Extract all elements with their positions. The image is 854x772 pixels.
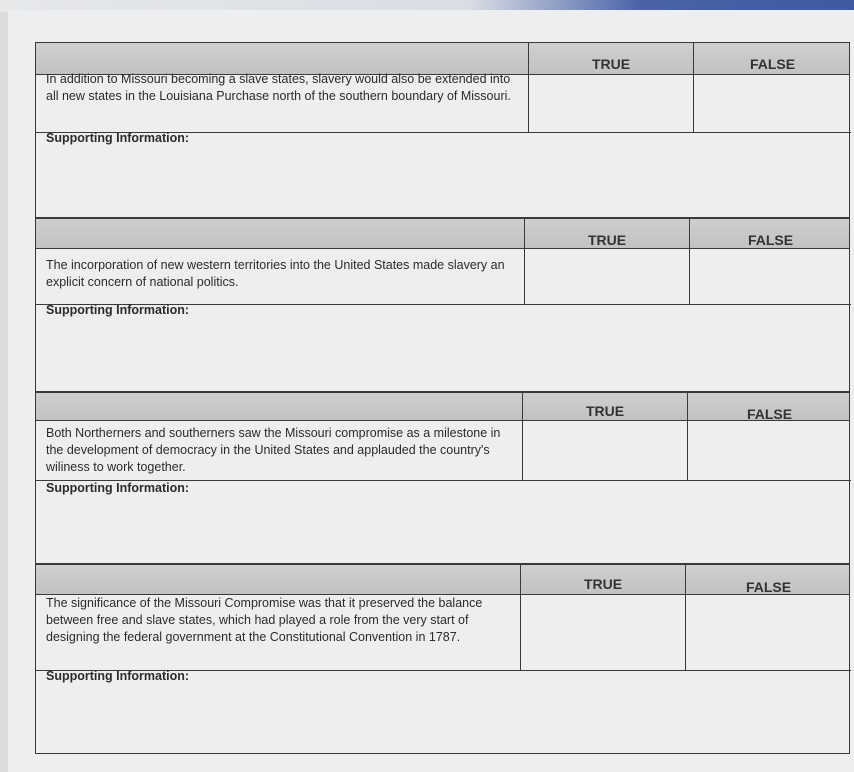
answer-header-row bbox=[36, 219, 849, 249]
statement-text: In addition to Missouri becoming a slave states, slavery would also be extended into all new states in the Louisiana Purchase north of the southern boundary of Missouri. bbox=[36, 67, 528, 133]
true-column-header: TRUE bbox=[520, 565, 685, 595]
statement-text: The significance of the Missouri Compromise was that it preserved the balance between free and slave states, which had played a role from the very start of designing the federal government at the Constitutional Convention in 1787. bbox=[36, 589, 520, 671]
question-block-2 bbox=[35, 218, 850, 392]
true-answer-cell[interactable] bbox=[528, 75, 693, 133]
false-answer-cell[interactable] bbox=[689, 249, 851, 305]
statement-text: The incorporation of new western territories into the United States made slavery an explicit concern of national politics. bbox=[36, 249, 524, 305]
answer-header-row bbox=[36, 393, 849, 421]
true-answer-cell[interactable] bbox=[524, 249, 689, 305]
false-column-header: FALSE bbox=[693, 43, 851, 75]
true-column-header: TRUE bbox=[528, 43, 693, 75]
false-answer-cell[interactable] bbox=[693, 75, 851, 133]
false-answer-cell[interactable] bbox=[685, 595, 851, 671]
false-column-header: FALSE bbox=[689, 219, 851, 249]
false-column-header: FALSE bbox=[687, 393, 851, 421]
false-answer-cell[interactable] bbox=[687, 421, 851, 481]
true-answer-cell[interactable] bbox=[522, 421, 687, 481]
false-column-header: FALSE bbox=[685, 565, 851, 595]
supporting-info-label: Supporting Information: bbox=[46, 131, 190, 145]
true-answer-cell[interactable] bbox=[520, 595, 685, 671]
supporting-info-label: Supporting Information: bbox=[46, 481, 190, 495]
true-column-header: TRUE bbox=[522, 393, 687, 421]
supporting-info-label: Supporting Information: bbox=[46, 303, 190, 317]
question-block-4 bbox=[35, 564, 850, 754]
supporting-info-label: Supporting Information: bbox=[46, 669, 190, 683]
true-column-header: TRUE bbox=[524, 219, 689, 249]
question-block-3 bbox=[35, 392, 850, 564]
question-block-1 bbox=[35, 42, 850, 218]
statement-text: Both Northerners and southerners saw the Missouri compromise as a milestone in the development of democracy in the United States and applauded the country's wiliness to work together. bbox=[36, 421, 522, 481]
